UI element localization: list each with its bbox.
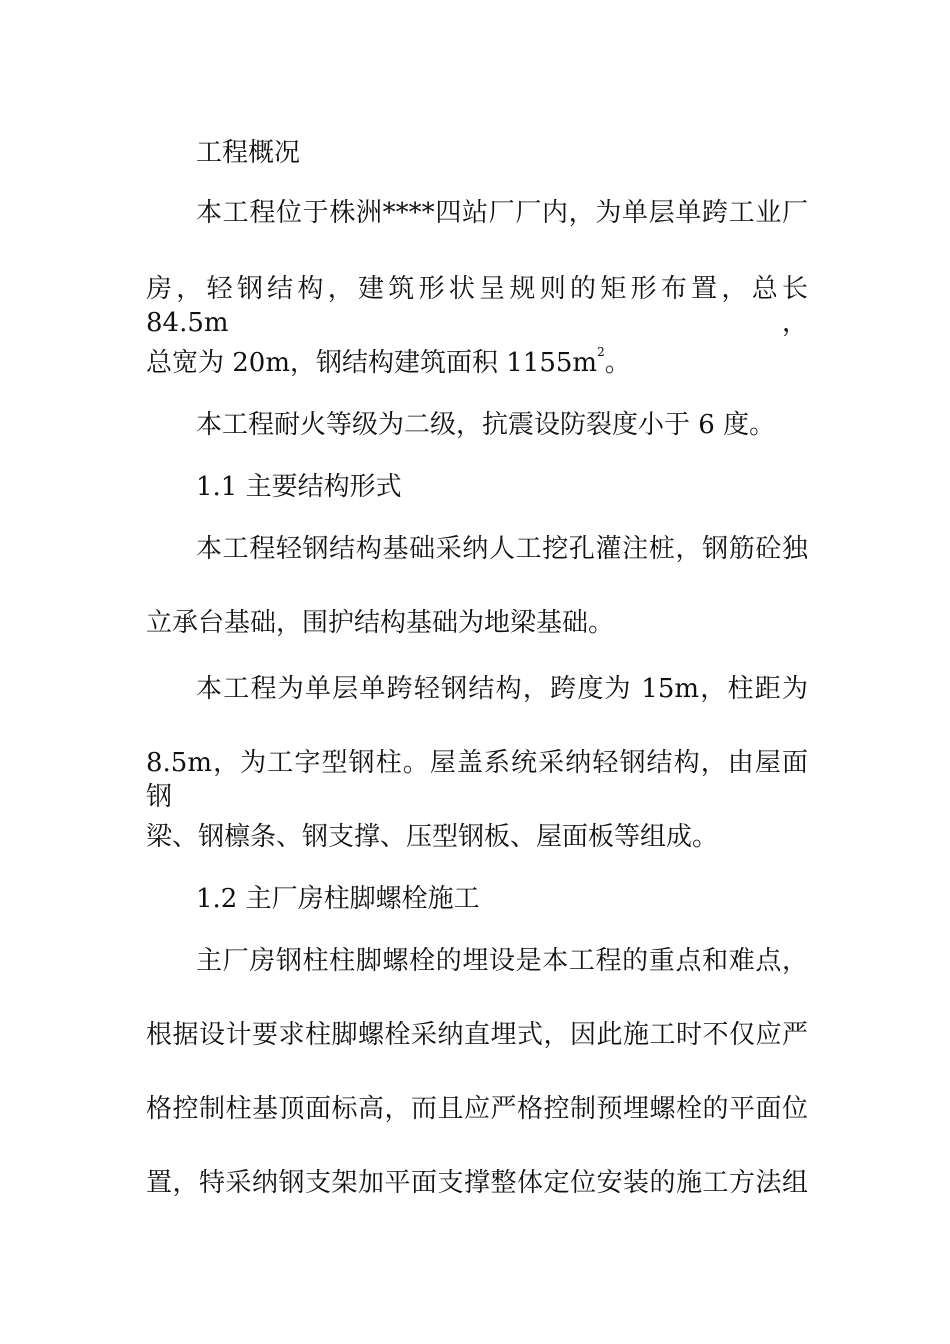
- superscript: 2: [597, 345, 605, 359]
- paragraph-text: 。: [604, 348, 631, 378]
- paragraph-line: 格控制柱基顶面标高，而且应严格控制预埋螺栓的平面位: [146, 1094, 808, 1124]
- paragraph-line: 主厂房钢柱柱脚螺栓的埋设是本工程的重点和难点，: [196, 946, 808, 976]
- section-title: 1.1 主要结构形式: [196, 472, 402, 502]
- paragraph-line: [146, 346, 808, 380]
- paragraph-line: 根据设计要求柱脚螺栓采纳直埋式，因此施工时不仅应严: [146, 1020, 808, 1050]
- section-heading: 工程概况: [196, 138, 301, 168]
- paragraph-text: 总宽为 20m，钢结构建筑面积 1155m: [146, 348, 598, 378]
- paragraph-line: 8.5m，为工字型钢柱。屋盖系统采纳轻钢结构，由屋面钢: [146, 748, 808, 812]
- paragraph-line: 本工程位于株洲****四站厂厂内，为单层单跨工业厂: [196, 198, 808, 228]
- paragraph-line: 本工程轻钢结构基础采纳人工挖孔灌注桩，钢筋砼独: [196, 534, 808, 564]
- section-title: 1.2 主厂房柱脚螺栓施工: [196, 884, 480, 914]
- paragraph-line: 房，轻钢结构，建筑形状呈规则的矩形布置，总长 84.5m，: [146, 274, 808, 338]
- paragraph-line: 梁、钢檩条、钢支撑、压型钢板、屋面板等组成。: [146, 822, 719, 852]
- paragraph-line: 置，特采纳钢支架加平面支撑整体定位安装的施工方法组: [146, 1168, 808, 1198]
- paragraph-line: 本工程耐火等级为二级，抗震设防裂度小于 6 度。: [196, 410, 776, 440]
- paragraph-line: 立承台基础，围护结构基础为地梁基础。: [146, 608, 615, 638]
- paragraph-line: 本工程为单层单跨轻钢结构，跨度为 15m，柱距为: [196, 674, 808, 704]
